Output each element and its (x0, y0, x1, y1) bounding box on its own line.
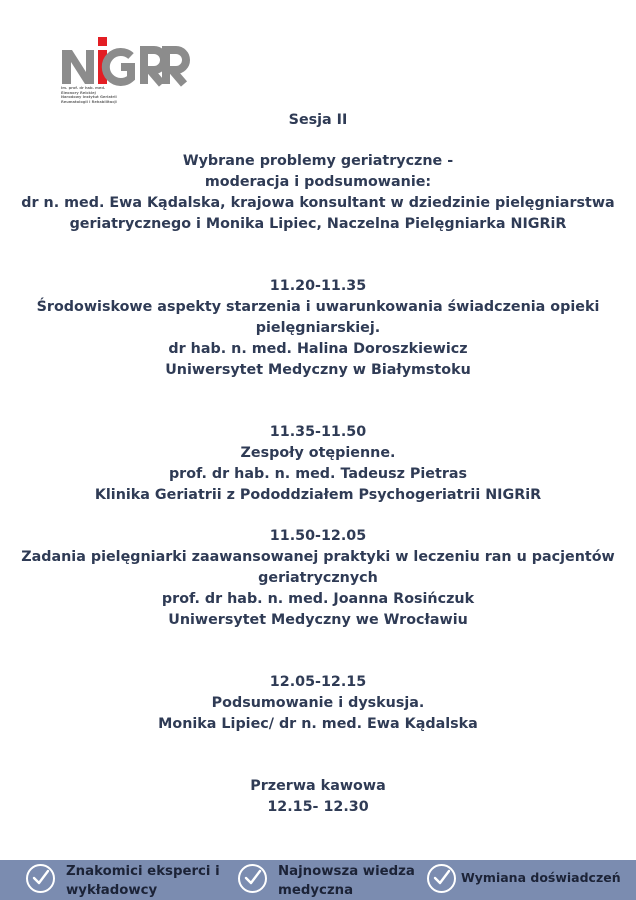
footer-bar (0, 860, 636, 900)
nigrr-logo (60, 36, 190, 116)
footer-item-label (278, 862, 415, 900)
talk-speaker: Monika Lipiec/ dr n. med. Ewa Kądalska (158, 716, 478, 732)
footer-item-line: Wymiana doświadczeń (461, 870, 621, 885)
talk-title: Środowiskowe aspekty starzenia i uwarunkowania świadczenia opieki (36, 299, 600, 315)
break-title: Przerwa kawowa (250, 778, 386, 794)
talk-affiliation: Uniwersytet Medyczny we Wrocławiu (168, 612, 468, 628)
footer-item-label (461, 868, 621, 887)
talk-title: pielęgniarskiej. (255, 320, 381, 336)
check-circle-icon (26, 864, 55, 893)
session-moderation: moderacja i podsumowanie: (204, 174, 432, 190)
moderators-line: dr n. med. Ewa Kądalska, krajowa konsultant w dziedzinie pielęgniarstwa (21, 195, 615, 211)
session-topic: Wybrane problemy geriatryczne - (182, 153, 454, 169)
footer-item-label (66, 862, 220, 900)
talk-affiliation: Klinika Geriatrii z Pododdziałem Psychogeriatrii NIGRiR (94, 487, 542, 503)
session-title: Sesja II (288, 112, 348, 128)
talk-title: geriatrycznych (258, 570, 378, 586)
logo-subtitle-line: Reumatologii i Rehabilitacji (61, 99, 117, 104)
moderators-line: geriatrycznego i Monika Lipiec, Naczelna Pielęgniarka NIGRiR (69, 216, 567, 232)
footer-item-line: Znakomici eksperci i (66, 864, 220, 879)
talk-speaker: dr hab. n. med. Halina Doroszkiewicz (168, 341, 468, 357)
footer-item (26, 860, 231, 900)
nigrr-logo-mark (60, 36, 190, 92)
footer-item (427, 860, 636, 900)
footer-item-line: wykładowcy (66, 883, 158, 898)
talk-time: 11.50-12.05 (269, 528, 367, 544)
talk-time: 12.05-12.15 (269, 674, 367, 690)
talk-title: Zadania pielęgniarki zaawansowanej praktyki w leczeniu ran u pacjentów (21, 549, 615, 565)
talk-speaker: prof. dr hab. n. med. Tadeusz Pietras (168, 466, 468, 482)
talk-time: 11.35-11.50 (269, 424, 367, 440)
logo-subtitle-line: im. prof. dr hab. med. Eleonory Reickiej (61, 86, 106, 95)
check-circle-icon (427, 864, 456, 893)
logo-subtitle (61, 86, 121, 104)
footer-item (238, 860, 423, 900)
talk-affiliation: Uniwersytet Medyczny w Białymstoku (165, 362, 471, 378)
logo-subtitle-line: Narodowy Instytut Geriatrii (61, 95, 117, 100)
talk-title: Podsumowanie i dyskusja. (211, 695, 425, 711)
break-time: 12.15- 12.30 (267, 799, 369, 815)
talk-speaker: prof. dr hab. n. med. Joanna Rosińczuk (161, 591, 475, 607)
talk-time: 11.20-11.35 (269, 278, 367, 294)
check-circle-icon (238, 864, 267, 893)
talk-title: Zespoły otępienne. (240, 445, 396, 461)
footer-item-line: medyczna (278, 883, 354, 898)
footer-item-line: Najnowsza wiedza (278, 864, 415, 879)
